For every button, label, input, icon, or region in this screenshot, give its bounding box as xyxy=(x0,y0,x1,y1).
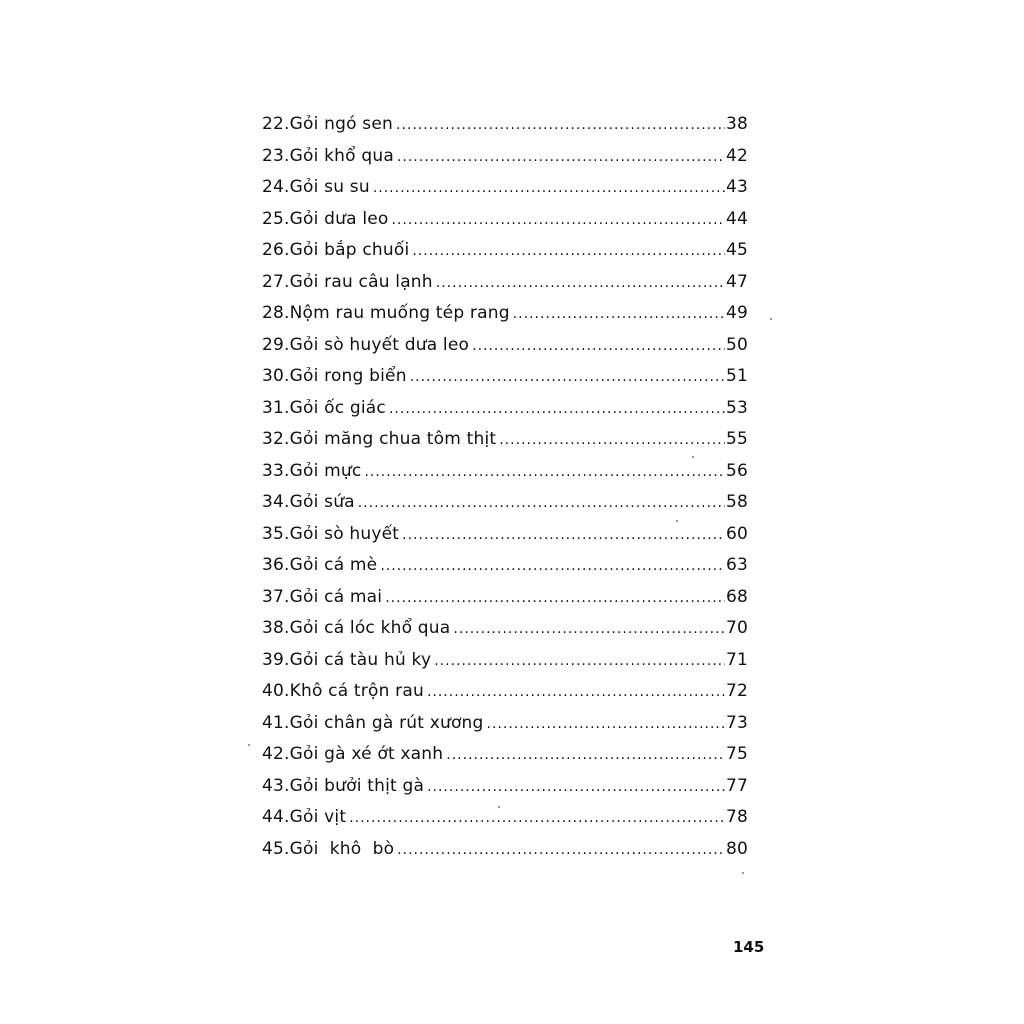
table-of-contents xyxy=(262,114,748,870)
toc-dot-leader xyxy=(392,212,725,228)
toc-dot-leader xyxy=(499,432,725,448)
toc-entry-page: 60 xyxy=(725,523,748,544)
toc-entry xyxy=(262,398,748,430)
toc-entry-number: 32. xyxy=(262,429,290,449)
toc-entry-page: 72 xyxy=(725,681,748,701)
toc-entry-number: 24. xyxy=(262,177,290,197)
toc-entry-number: 30. xyxy=(262,366,290,386)
toc-entry-page: 77 xyxy=(725,775,748,796)
toc-entry-number: 26. xyxy=(262,240,290,260)
toc-entry-page: 80 xyxy=(725,838,748,859)
toc-entry-page: 53 xyxy=(725,397,748,418)
toc-entry-number: 39. xyxy=(262,649,290,670)
toc-dot-leader xyxy=(389,401,725,417)
toc-entry-title: Gỏi ngó sen xyxy=(289,114,394,134)
toc-entry xyxy=(262,177,748,209)
toc-entry-page: 78 xyxy=(725,807,748,827)
toc-entry-page: 73 xyxy=(725,712,748,733)
toc-entry xyxy=(262,555,748,587)
toc-entry-title: Gỏi ốc giác xyxy=(289,397,386,418)
toc-dot-leader xyxy=(380,558,725,574)
toc-entry-number: 31. xyxy=(262,397,290,418)
toc-dot-leader xyxy=(472,338,725,354)
toc-entry xyxy=(262,713,748,745)
toc-dot-leader xyxy=(373,180,725,196)
toc-entry-number: 27. xyxy=(262,271,290,292)
toc-entry-title: Gỏi bưởi thịt gà xyxy=(289,775,425,796)
toc-dot-leader xyxy=(434,653,725,669)
toc-entry-title: Gỏi rong biển xyxy=(289,366,407,386)
toc-entry xyxy=(262,429,748,461)
toc-entry-title: Gỏi sò huyết dưa leo xyxy=(289,334,470,355)
toc-entry-page: 45 xyxy=(725,240,748,260)
print-speck xyxy=(248,744,250,746)
toc-entry xyxy=(262,366,748,398)
toc-dot-leader xyxy=(427,684,725,700)
toc-dot-leader xyxy=(446,747,725,763)
toc-entry-number: 41. xyxy=(262,712,290,733)
toc-dot-leader xyxy=(427,779,725,795)
toc-dot-leader xyxy=(453,621,725,637)
toc-entry-title: Gỏi dưa leo xyxy=(289,208,389,229)
toc-entry-title: Gỏi mực xyxy=(289,460,362,481)
toc-entry-page: 58 xyxy=(725,492,748,512)
toc-entry-title: Gỏi sò huyết xyxy=(289,523,400,544)
toc-entry xyxy=(262,744,748,776)
toc-entry-number: 40. xyxy=(262,681,290,701)
page-number: 145 xyxy=(733,938,765,956)
toc-entry-number: 37. xyxy=(262,586,290,607)
toc-entry-page: 75 xyxy=(725,744,748,764)
toc-entry-number: 42. xyxy=(262,744,290,764)
toc-entry-number: 38. xyxy=(262,618,290,638)
toc-entry-title: Khô cá trộn rau xyxy=(289,681,424,701)
toc-dot-leader xyxy=(364,464,725,480)
toc-entry xyxy=(262,114,748,146)
toc-dot-leader xyxy=(487,716,725,732)
toc-entry-page: 43 xyxy=(725,177,748,197)
toc-entry-title: Gỏi cá tàu hủ ky xyxy=(289,649,432,670)
toc-entry-number: 25. xyxy=(262,208,290,229)
toc-entry-number: 23. xyxy=(262,145,290,166)
toc-entry xyxy=(262,650,748,682)
toc-entry xyxy=(262,146,748,178)
toc-entry-page: 44 xyxy=(725,208,748,229)
toc-entry-page: 56 xyxy=(725,460,748,481)
toc-entry-title: Gỏi cá mè xyxy=(289,555,378,575)
toc-entry xyxy=(262,303,748,335)
toc-entry xyxy=(262,461,748,493)
print-speck xyxy=(676,520,678,522)
toc-entry-number: 22. xyxy=(262,114,290,134)
toc-entry xyxy=(262,240,748,272)
print-speck xyxy=(692,456,694,458)
toc-entry-page: 38 xyxy=(725,114,748,134)
toc-entry xyxy=(262,335,748,367)
toc-entry-page: 55 xyxy=(725,429,748,449)
toc-entry-title: Gỏi cá mai xyxy=(289,586,383,607)
toc-dot-leader xyxy=(436,275,725,291)
toc-entry-number: 34. xyxy=(262,492,290,512)
toc-entry xyxy=(262,776,748,808)
toc-dot-leader xyxy=(396,117,725,133)
toc-dot-leader xyxy=(397,149,725,165)
toc-entry xyxy=(262,272,748,304)
toc-entry-number: 43. xyxy=(262,775,290,796)
toc-entry-page: 71 xyxy=(725,649,748,670)
toc-entry-title: Gỏi rau câu lạnh xyxy=(289,271,433,292)
toc-entry-number: 33. xyxy=(262,460,290,481)
toc-entry xyxy=(262,524,748,556)
toc-entry-title: Gỏi sứa xyxy=(289,492,355,512)
toc-dot-leader xyxy=(397,842,725,858)
print-speck xyxy=(770,318,772,320)
toc-entry-number: 35. xyxy=(262,523,290,544)
toc-entry-number: 45. xyxy=(262,838,290,859)
toc-entry xyxy=(262,839,748,871)
toc-entry-title: Gỏi khô bò xyxy=(289,838,395,859)
toc-entry-number: 44. xyxy=(262,807,290,827)
toc-entry-page: 63 xyxy=(725,555,748,575)
toc-dot-leader xyxy=(358,495,725,511)
toc-entry-title: Nộm rau muống tép rang xyxy=(289,303,510,323)
toc-entry-number: 36. xyxy=(262,555,290,575)
toc-entry-page: 51 xyxy=(725,366,748,386)
toc-entry xyxy=(262,587,748,619)
toc-dot-leader xyxy=(402,527,725,543)
toc-entry xyxy=(262,681,748,713)
toc-entry-page: 50 xyxy=(725,334,748,355)
toc-entry-title: Gỏi chân gà rút xương xyxy=(289,712,484,733)
toc-entry xyxy=(262,618,748,650)
toc-entry xyxy=(262,807,748,839)
toc-entry-title: Gỏi gà xé ớt xanh xyxy=(289,744,444,764)
toc-entry-number: 29. xyxy=(262,334,290,355)
toc-dot-leader xyxy=(412,243,725,259)
toc-entry-page: 47 xyxy=(725,271,748,292)
toc-entry-title: Gỏi cá lóc khổ qua xyxy=(289,618,451,638)
toc-entry-title: Gỏi vịt xyxy=(289,807,347,827)
print-speck xyxy=(498,806,500,808)
toc-entry-title: Gỏi bắp chuối xyxy=(289,240,410,260)
toc-dot-leader xyxy=(410,369,725,385)
toc-entry-page: 70 xyxy=(725,618,748,638)
toc-entry-title: Gỏi khổ qua xyxy=(289,145,394,166)
print-speck xyxy=(742,872,744,874)
toc-entry-title: Gỏi su su xyxy=(289,177,370,197)
toc-dot-leader xyxy=(349,810,725,826)
toc-dot-leader xyxy=(513,306,725,322)
toc-entry xyxy=(262,209,748,241)
toc-entry-page: 42 xyxy=(725,145,748,166)
toc-entry-title: Gỏi măng chua tôm thịt xyxy=(289,429,497,449)
toc-entry-number: 28. xyxy=(262,303,290,323)
toc-entry xyxy=(262,492,748,524)
toc-entry-page: 68 xyxy=(725,586,748,607)
toc-dot-leader xyxy=(385,590,725,606)
toc-entry-page: 49 xyxy=(725,303,748,323)
